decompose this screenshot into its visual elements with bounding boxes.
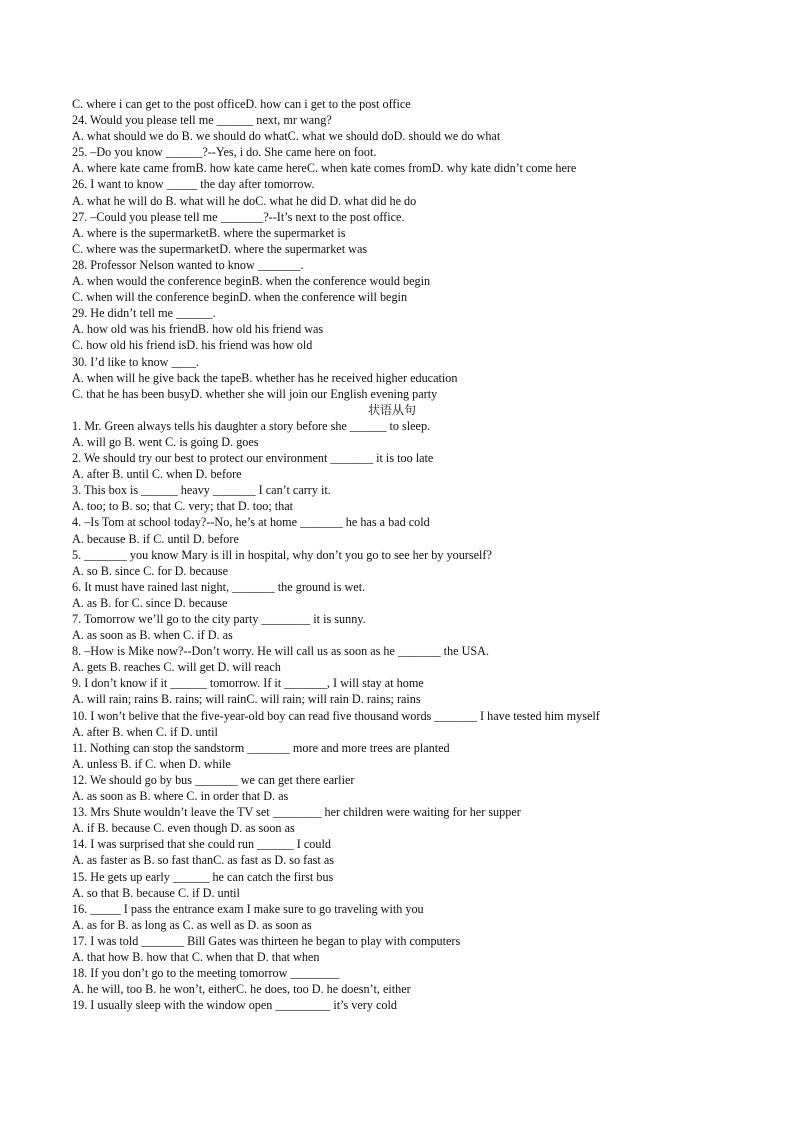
text-line: A. so B. since C. for D. because	[72, 563, 229, 578]
text-line: A. so that B. because C. if D. until	[72, 885, 240, 900]
text-line: 13. Mrs Shute wouldn’t leave the TV set ________ her children were waiting for her supper	[72, 805, 521, 820]
text-line: A. what he will do B. what will he doC. what he did D. what did he do	[72, 193, 417, 208]
text-line: 26. I want to know _____ the day after tomorrow.	[72, 177, 315, 192]
text-line: 10. I won’t belive that the five-year-old boy can read five thousand words _______ I have tested him myself	[72, 708, 600, 723]
text-line: A. that how B. how that C. when that D. that when	[72, 949, 320, 964]
text-line: A. after B. when C. if D. until	[72, 724, 218, 739]
document-page	[72, 96, 712, 1013]
text-line: A. unless B. if C. when D. while	[72, 756, 231, 771]
text-line: A. how old was his friendB. how old his friend was	[72, 322, 324, 337]
text-line: C. when will the conference beginD. when the conference will begin	[72, 290, 408, 305]
text-line: A. he will, too B. he won’t, eitherC. he does, too D. he doesn’t, either	[72, 982, 411, 997]
text-line: A. gets B. reaches C. will get D. will reach	[72, 660, 281, 675]
text-line: 3. This box is ______ heavy _______ I can’t carry it.	[72, 483, 331, 498]
text-line: 12. We should go by bus _______ we can get there earlier	[72, 772, 355, 787]
text-line: 9. I don’t know if it ______ tomorrow. If it _______, I will stay at home	[72, 676, 424, 691]
text-line: 1. Mr. Green always tells his daughter a story before she ______ to sleep.	[72, 418, 431, 433]
text-line: 7. Tomorrow we’ll go to the city party ________ it is sunny.	[72, 612, 366, 626]
text-line: C. where i can get to the post officeD. how can i get to the post office	[72, 97, 411, 111]
text-line: 18. If you don’t go to the meeting tomorrow ________	[72, 966, 340, 981]
text-line: 11. Nothing can stop the sandstorm _______ more and more trees are planted	[72, 740, 450, 755]
text-line: 19. I usually sleep with the window open _________ it’s very cold	[72, 998, 397, 1013]
text-line: 15. He gets up early ______ he can catch the first bus	[72, 869, 334, 884]
text-line: 6. It must have rained last night, _______ the ground is wet.	[72, 579, 366, 594]
text-line: A. as B. for C. since D. because	[72, 595, 228, 610]
text-line: C. where was the supermarketD. where the supermarket was	[72, 241, 368, 256]
text-line: A. as soon as B. where C. in order that D. as	[72, 789, 289, 804]
text-line: C. how old his friend isD. his friend was how old	[72, 338, 313, 353]
text-line: 17. I was told _______ Bill Gates was thirteen he began to play with computers	[72, 933, 461, 948]
text-line: 8. –How is Mike now?--Don’t worry. He will call us as soon as he _______ the USA.	[72, 644, 490, 659]
text-line: 4. –Is Tom at school today?--No, he’s at home _______ he has a bad cold	[72, 515, 430, 530]
text-line: 29. He didn’t tell me ______.	[72, 306, 216, 321]
text-line: 25. –Do you know ______?--Yes, i do. She came here on foot.	[72, 145, 377, 160]
text-line: A. after B. until C. when D. before	[72, 467, 242, 482]
text-line: C. that he has been busyD. whether she will join our English evening party	[72, 386, 438, 401]
text-line: 16. _____ I pass the entrance exam I make sure to go traveling with you	[72, 901, 424, 916]
text-line: A. because B. if C. until D. before	[72, 531, 239, 546]
text-line: A. what should we do B. we should do whatC. what we should doD. should we do what	[72, 129, 501, 144]
text-line: 27. –Could you please tell me _______?--It’s next to the post office.	[72, 209, 405, 224]
text-line: 14. I was surprised that she could run ______ I could	[72, 837, 331, 852]
text-line: 30. I’d like to know ____.	[72, 354, 199, 369]
text-line: A. if B. because C. even though D. as soon as	[72, 821, 295, 836]
text-line: A. when will he give back the tapeB. whether has he received higher education	[72, 370, 458, 385]
text-line: A. where kate came fromB. how kate came hereC. when kate comes fromD. why kate didn’t come here	[72, 161, 577, 176]
text-line: A. will rain; rains B. rains; will rainC. will rain; will rain D. rains; rains	[72, 692, 421, 707]
text-line: 28. Professor Nelson wanted to know _______.	[72, 257, 304, 272]
text-line: 24. Would you please tell me ______ next, mr wang?	[72, 113, 332, 128]
text-line: A. where is the supermarketB. where the supermarket is	[72, 225, 346, 240]
text-line: 2. We should try our best to protect our environment _______ it is too late	[72, 451, 434, 466]
text-line: A. as soon as B. when C. if D. as	[72, 628, 233, 643]
section-heading: 状语从句	[367, 402, 416, 417]
text-line: A. when would the conference beginB. when the conference would begin	[72, 274, 431, 289]
text-line: A. as for B. as long as C. as well as D. as soon as	[72, 917, 312, 932]
text-line: A. too; to B. so; that C. very; that D. too; that	[72, 499, 294, 514]
text-line: A. as faster as B. so fast thanC. as fast as D. so fast as	[72, 853, 334, 868]
text-line: 5. _______ you know Mary is ill in hospital, why don’t you go to see her by yourself?	[72, 547, 492, 562]
text-line: A. will go B. went C. is going D. goes	[72, 434, 259, 449]
